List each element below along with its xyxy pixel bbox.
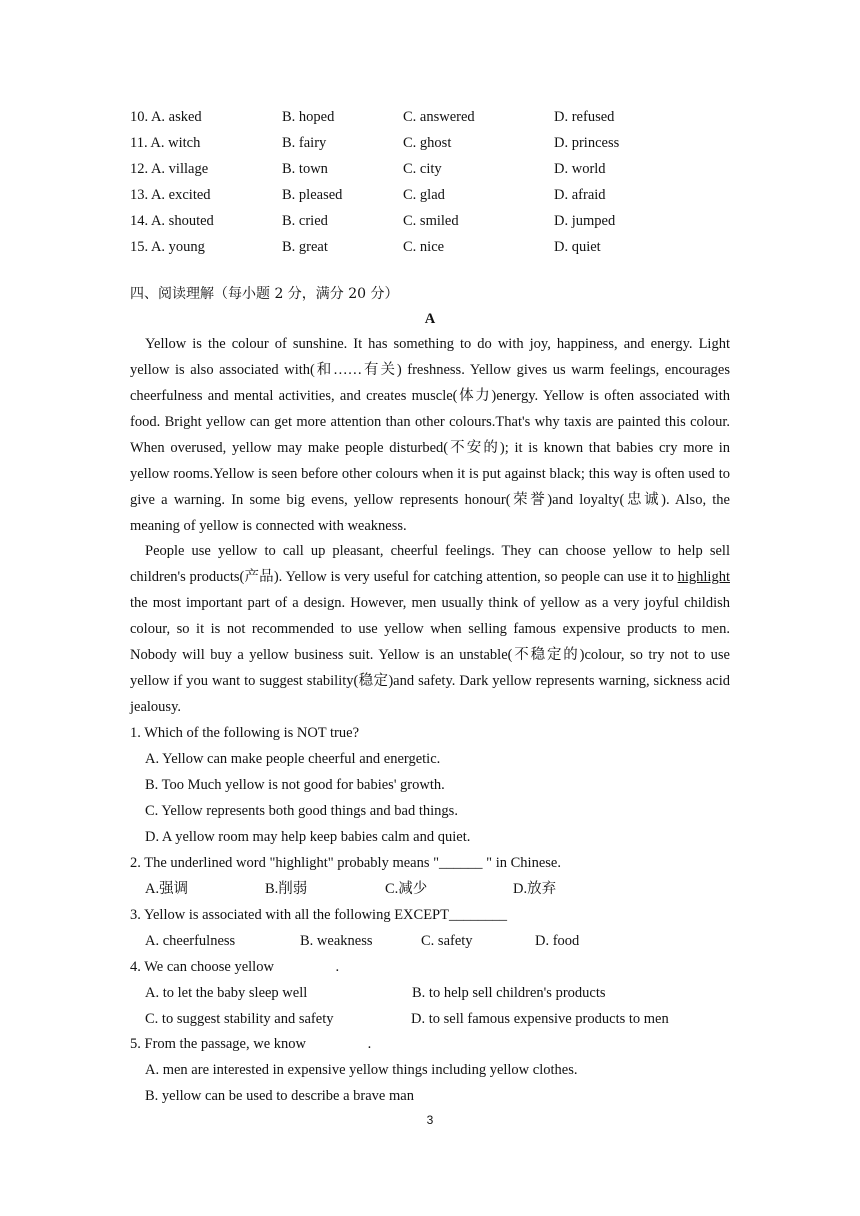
option-d: D. refused bbox=[554, 109, 615, 125]
option-d: D. afraid bbox=[554, 187, 606, 203]
section-heading: 四、阅读理解（每小题 2 分，满分 20 分） bbox=[130, 286, 399, 302]
paragraph-text: the most important part of a design. However, men usually think of yellow as a very joyful childish colour, so it is not recommended to use yellow when selling famous expensive products to men. Nobody will buy a yellow business suit. Yellow is an unstable(不稳定的)colour, so try not to use yellow if you want to suggest stability(稳定)and safety. Dark yellow represents warning, sickness acid jealousy. bbox=[130, 595, 730, 715]
passage-paragraph-1: Yellow is the colour of sunshine. It has something to do with joy, happiness, and energy. Light yellow is also associated with(和……有关) freshness. Yellow gives us warm feelings, encourages cheerfulness and mental activities, and creates muscle(体力)energy. Yellow is often associated with food. Bright yellow can get more attention than other colours.That's why taxis are painted this colour. When overused, yellow may make people disturbed(不安的); it is known that babies cry more in yellow rooms.Yellow is seen before other colours when it is put against black; this way is often used to give a warning. In some big evens, yellow represents honour(荣誉)and loyalty(忠诚). Also, the meaning of yellow is connected with weakness. bbox=[130, 336, 730, 534]
option-a: 14. A. shouted bbox=[130, 213, 214, 229]
option-c: C. answered bbox=[403, 109, 475, 125]
page-number: 3 bbox=[426, 1113, 434, 1127]
option-a: 13. A. excited bbox=[130, 187, 211, 203]
answer-option: D. A yellow room may help keep babies calm and quiet. bbox=[145, 829, 471, 845]
option-a: 12. A. village bbox=[130, 161, 209, 177]
answer-option: C. Yellow represents both good things and bad things. bbox=[145, 803, 458, 819]
option-d: D. world bbox=[554, 161, 606, 177]
option-d: D. princess bbox=[554, 135, 620, 151]
option-b: B. town bbox=[282, 161, 328, 177]
option-c: C. glad bbox=[403, 187, 445, 203]
option-c: C. city bbox=[403, 161, 442, 177]
answer-option: A.强调 bbox=[145, 881, 189, 897]
option-a: 11. A. witch bbox=[130, 135, 201, 151]
answer-option: D.放弃 bbox=[513, 881, 557, 897]
option-c: C. ghost bbox=[403, 135, 452, 151]
answer-option: A. men are interested in expensive yellow things including yellow clothes. bbox=[145, 1062, 578, 1078]
answer-option: B. Too Much yellow is not good for babies' growth. bbox=[145, 777, 445, 793]
answer-option: B. yellow can be used to describe a brave man bbox=[145, 1088, 414, 1104]
underlined-word: highlight bbox=[677, 569, 730, 585]
question-stem: 2. The underlined word "highlight" probably means "______ " in Chinese. bbox=[130, 855, 561, 871]
option-b: B. cried bbox=[282, 213, 328, 229]
answer-option: C.减少 bbox=[385, 881, 428, 897]
passage-title: A bbox=[424, 311, 436, 327]
question-stem: 5. From the passage, we know . bbox=[130, 1036, 372, 1052]
answer-option: C. safety bbox=[421, 933, 473, 949]
answer-option: B.削弱 bbox=[265, 881, 308, 897]
answer-option: A. cheerfulness bbox=[145, 933, 236, 949]
option-b: B. hoped bbox=[282, 109, 335, 125]
question-stem: 1. Which of the following is NOT true? bbox=[130, 725, 360, 741]
answer-option: D. food bbox=[535, 933, 580, 949]
answer-option: A. Yellow can make people cheerful and energetic. bbox=[145, 751, 441, 767]
question-stem: 3. Yellow is associated with all the following EXCEPT________ bbox=[130, 907, 507, 923]
option-b: B. fairy bbox=[282, 135, 327, 151]
option-c: C. smiled bbox=[403, 213, 459, 229]
answer-option: C. to suggest stability and safety bbox=[145, 1011, 334, 1027]
option-a: 10. A. asked bbox=[130, 109, 202, 125]
option-a: 15. A. young bbox=[130, 239, 205, 255]
question-stem: 4. We can choose yellow . bbox=[130, 959, 340, 975]
option-b: B. pleased bbox=[282, 187, 343, 203]
answer-option: B. weakness bbox=[300, 933, 373, 949]
answer-option: A. to let the baby sleep well bbox=[145, 985, 308, 1001]
paragraph-text: People use yellow to call up pleasant, cheerful feelings. They can choose yellow to help sell children's products(产品). Yellow is very useful for catching attention, so people can use it to bbox=[130, 543, 730, 585]
answer-option: B. to help sell children's products bbox=[412, 985, 606, 1001]
answer-option: D. to sell famous expensive products to men bbox=[411, 1011, 669, 1027]
option-b: B. great bbox=[282, 239, 328, 255]
option-d: D. quiet bbox=[554, 239, 601, 255]
passage-paragraph-2 bbox=[130, 538, 730, 720]
option-d: D. jumped bbox=[554, 213, 616, 229]
option-c: C. nice bbox=[403, 239, 445, 255]
